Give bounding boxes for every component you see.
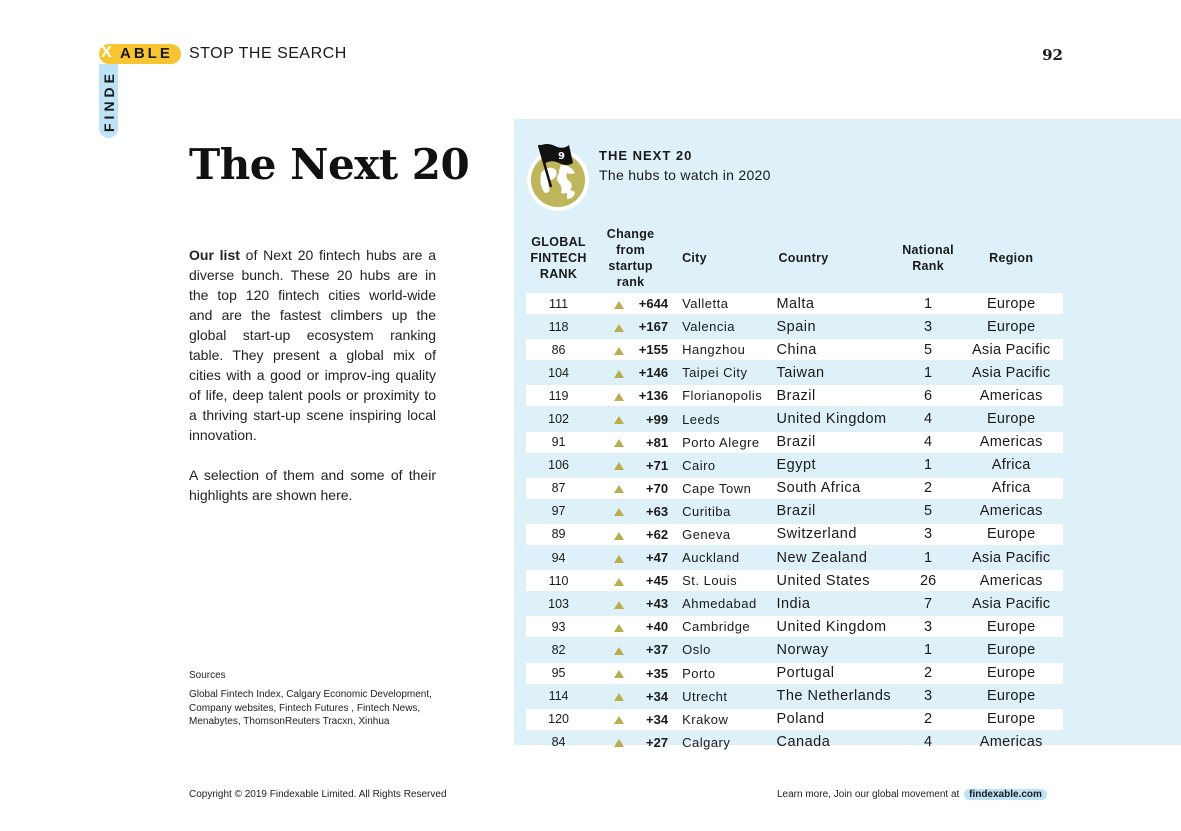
cell-global-rank: 93 — [526, 616, 591, 637]
footer-learn-more-text: Learn more, Join our global movement at — [777, 789, 960, 800]
table-row — [526, 501, 1063, 522]
cell-national-rank: 3 — [897, 616, 960, 637]
badge-number: 9 — [558, 151, 565, 162]
cell-city: Cairo — [682, 457, 716, 473]
cell-country: Canada — [776, 734, 831, 751]
cell-change: +47 — [646, 550, 669, 566]
page-title: The Next 20 — [189, 140, 470, 189]
cell-global-rank: 111 — [526, 293, 591, 314]
table-row — [526, 478, 1063, 499]
table-body — [526, 293, 1063, 753]
up-triangle-icon — [591, 639, 624, 660]
up-triangle-icon — [591, 663, 624, 684]
header-region: Region — [989, 251, 1034, 265]
cell-city: Krakow — [672, 709, 776, 730]
table-row — [526, 385, 1063, 406]
cell-change: +167 — [638, 319, 669, 335]
table-row — [526, 293, 1063, 314]
cell-region: Europe — [986, 641, 1036, 658]
cell-city: Hangzhou — [672, 339, 776, 360]
cell-global-rank: 94 — [551, 550, 566, 565]
cell-city: Leeds — [682, 411, 720, 427]
cell-country: Taiwan — [776, 364, 825, 381]
up-triangle-icon — [591, 570, 624, 591]
cell-city: Florianopolis — [672, 385, 776, 406]
logo-x-mark: X — [101, 44, 112, 61]
cell-city: Valencia — [682, 319, 735, 335]
header-national-rank: National Rank — [902, 243, 954, 273]
cell-country: Poland — [776, 709, 896, 730]
table-row — [526, 709, 1063, 730]
cell-country: South Africa — [776, 478, 896, 499]
up-triangle-icon — [591, 616, 624, 637]
cell-country: Brazil — [776, 432, 896, 453]
cell-country: Norway — [776, 641, 829, 658]
cell-change: +99 — [646, 411, 669, 427]
cell-national-rank: 5 — [897, 339, 960, 360]
cell-global-rank: 106 — [548, 458, 569, 473]
cell-national-rank: 5 — [924, 503, 933, 520]
header-city: City — [682, 251, 707, 265]
cell-global-rank: 91 — [526, 432, 591, 453]
cell-region: Africa — [959, 478, 1063, 499]
table-row — [526, 686, 1063, 707]
cell-national-rank: 3 — [924, 688, 933, 705]
cell-region: Americas — [959, 432, 1063, 453]
intro-second-paragraph: A selection of them and some of their highlights are shown here. — [189, 467, 436, 503]
cell-city: Calgary — [682, 734, 731, 750]
up-triangle-icon — [591, 686, 624, 707]
header-title: STOP THE SEARCH — [189, 45, 347, 62]
logo-able-text: ABLE — [120, 45, 173, 62]
up-triangle-icon — [591, 455, 624, 476]
cell-region: Americas — [979, 734, 1043, 751]
cell-global-rank: 87 — [526, 478, 591, 499]
cell-change: +70 — [624, 478, 672, 499]
cell-global-rank: 84 — [551, 735, 566, 750]
up-triangle-icon — [614, 301, 624, 309]
cell-region: Americas — [979, 503, 1043, 520]
cell-region: Europe — [959, 293, 1063, 314]
cell-city: Curitiba — [682, 503, 731, 519]
table-header-row — [526, 226, 1063, 291]
cell-global-rank: 119 — [526, 385, 591, 406]
up-triangle-icon — [591, 316, 624, 337]
up-triangle-icon — [614, 647, 624, 655]
cell-change: +81 — [624, 432, 672, 453]
cell-global-rank: 104 — [548, 365, 569, 380]
table-row — [526, 362, 1063, 383]
cell-city: Ahmedabad — [682, 596, 757, 612]
up-triangle-icon — [614, 578, 624, 586]
up-triangle-icon — [614, 439, 624, 447]
cell-national-rank: 3 — [924, 318, 933, 335]
cell-region: Africa — [991, 457, 1031, 474]
up-triangle-icon — [614, 347, 624, 355]
cell-region: Asia Pacific — [971, 364, 1051, 381]
next-20-table — [526, 224, 1063, 755]
cell-country: United Kingdom — [776, 411, 887, 428]
cell-region: Asia Pacific — [971, 595, 1051, 612]
up-triangle-icon — [614, 324, 624, 332]
logo-finde-text: FINDE — [101, 70, 117, 132]
cell-change: +155 — [624, 339, 672, 360]
cell-country: Spain — [776, 318, 817, 335]
cell-national-rank: 1 — [924, 364, 933, 381]
cell-region: Europe — [959, 663, 1063, 684]
up-triangle-icon — [614, 555, 624, 563]
cell-national-rank: 2 — [897, 663, 960, 684]
cell-country: New Zealand — [776, 549, 868, 566]
cell-global-rank: 82 — [551, 642, 566, 657]
cell-region: Europe — [986, 318, 1036, 335]
cell-change: +644 — [624, 293, 672, 314]
cell-region: Asia Pacific — [959, 339, 1063, 360]
intro-rest: of Next 20 fintech hubs are a diverse bunch. These 20 hubs are in the top 120 fintech cities world-wide and are the fastest climbers up the global start-up ecosystem ranking table. They present a global mix of cities with a good or improv-ing quality of life, deep talent pools or proximity to a thriving start-up scene inspiring local innovation. — [189, 247, 437, 443]
sources-text: Global Fintech Index, Calgary Economic Development, Company websites, Fintech Futures , Fintech News, Menabytes, ThomsonReuters Tracxn, Xinhua — [189, 689, 432, 727]
cell-region: Europe — [986, 688, 1036, 705]
cell-city: Taipei City — [682, 365, 748, 381]
up-triangle-icon — [591, 339, 624, 360]
cell-global-rank: 97 — [551, 504, 566, 519]
cell-city: Porto Alegre — [672, 432, 776, 453]
cell-city: Utrecht — [682, 688, 728, 704]
up-triangle-icon — [614, 670, 624, 678]
panel-title: THE NEXT 20 — [599, 148, 693, 163]
cell-national-rank: 4 — [897, 432, 960, 453]
cell-national-rank: 6 — [897, 385, 960, 406]
cell-region: Europe — [959, 616, 1063, 637]
cell-national-rank: 26 — [897, 570, 960, 591]
cell-change: +27 — [646, 734, 669, 750]
cell-national-rank: 7 — [924, 595, 933, 612]
cell-city: Valletta — [672, 293, 776, 314]
cell-change: +62 — [624, 524, 672, 545]
cell-city: St. Louis — [672, 570, 776, 591]
up-triangle-icon — [591, 432, 624, 453]
table-row — [526, 593, 1063, 614]
cell-change: +40 — [624, 616, 672, 637]
cell-country: The Netherlands — [776, 688, 892, 705]
intro-paragraph — [189, 245, 436, 445]
header-global-rank: GLOBAL FINTECH RANK — [530, 235, 587, 281]
cell-change: +34 — [624, 709, 672, 730]
up-triangle-icon — [614, 739, 624, 747]
cell-national-rank: 1 — [897, 293, 960, 314]
cell-national-rank: 1 — [924, 641, 933, 658]
up-triangle-icon — [614, 508, 624, 516]
cell-change: +34 — [646, 688, 669, 704]
intro-lead: Our list — [189, 247, 240, 263]
up-triangle-icon — [591, 501, 624, 522]
table-row — [526, 732, 1063, 753]
table-row — [526, 570, 1063, 591]
page-number: 92 — [1042, 46, 1063, 64]
cell-national-rank: 1 — [924, 549, 933, 566]
table-row — [526, 547, 1063, 568]
cell-country: Brazil — [776, 385, 896, 406]
cell-region: Americas — [959, 570, 1063, 591]
up-triangle-icon — [614, 624, 624, 632]
up-triangle-icon — [591, 385, 624, 406]
cell-change: +71 — [646, 457, 669, 473]
cell-change: +136 — [624, 385, 672, 406]
cell-global-rank: 103 — [548, 596, 569, 611]
up-triangle-icon — [591, 293, 624, 314]
up-triangle-icon — [591, 408, 624, 429]
up-triangle-icon — [591, 709, 624, 730]
cell-national-rank: 3 — [897, 524, 960, 545]
table-row — [526, 432, 1063, 453]
cell-global-rank: 86 — [526, 339, 591, 360]
up-triangle-icon — [614, 462, 624, 470]
cell-region: Asia Pacific — [971, 549, 1051, 566]
cell-national-rank: 2 — [897, 478, 960, 499]
up-triangle-icon — [591, 362, 624, 383]
cell-country: China — [776, 339, 896, 360]
cell-global-rank: 110 — [526, 570, 591, 591]
cell-city: Cambridge — [672, 616, 776, 637]
cell-change: +63 — [646, 503, 669, 519]
table-row — [526, 663, 1063, 684]
cell-country: United States — [776, 570, 896, 591]
up-triangle-icon — [591, 478, 624, 499]
globe-flag-icon — [527, 143, 591, 213]
up-triangle-icon — [614, 693, 624, 701]
cell-change: +37 — [646, 642, 669, 658]
cell-city: Geneva — [672, 524, 776, 545]
cell-country: India — [776, 595, 811, 612]
up-triangle-icon — [614, 485, 624, 493]
panel-subtitle: The hubs to watch in 2020 — [599, 167, 771, 183]
cell-region: Europe — [959, 524, 1063, 545]
footer-copyright: Copyright © 2019 Findexable Limited. All Rights Reserved — [189, 789, 447, 800]
up-triangle-icon — [614, 532, 624, 540]
cell-country: Egypt — [776, 457, 817, 474]
sources-label: Sources — [189, 670, 226, 681]
up-triangle-icon — [591, 732, 624, 753]
cell-region: Europe — [986, 411, 1036, 428]
cell-city: Porto — [672, 663, 776, 684]
cell-global-rank: 95 — [526, 663, 591, 684]
cell-region: Europe — [959, 709, 1063, 730]
cell-city: Auckland — [682, 550, 740, 566]
cell-global-rank: 89 — [526, 524, 591, 545]
cell-country: Brazil — [776, 503, 816, 520]
cell-global-rank: 114 — [548, 689, 569, 704]
findexable-link[interactable]: findexable.com — [964, 789, 1047, 800]
table-row — [526, 339, 1063, 360]
header-change: Change from startup rank — [606, 227, 655, 289]
up-triangle-icon — [591, 524, 624, 545]
cell-country: Malta — [776, 293, 896, 314]
cell-region: Americas — [959, 385, 1063, 406]
cell-national-rank: 2 — [897, 709, 960, 730]
cell-change: +45 — [624, 570, 672, 591]
cell-national-rank: 4 — [924, 734, 933, 751]
cell-national-rank: 4 — [924, 411, 933, 428]
footer-learn-more — [777, 789, 1047, 800]
cell-change: +35 — [624, 663, 672, 684]
up-triangle-icon — [614, 716, 624, 724]
cell-country: United Kingdom — [776, 616, 896, 637]
table-row — [526, 639, 1063, 660]
table-row — [526, 408, 1063, 429]
cell-global-rank: 102 — [548, 412, 569, 427]
cell-global-rank: 120 — [526, 709, 591, 730]
up-triangle-icon — [591, 593, 624, 614]
table-row — [526, 616, 1063, 637]
table-row — [526, 316, 1063, 337]
up-triangle-icon — [614, 601, 624, 609]
up-triangle-icon — [614, 416, 624, 424]
up-triangle-icon — [614, 370, 624, 378]
cell-change: +146 — [638, 365, 669, 381]
cell-global-rank: 118 — [548, 319, 569, 334]
header-country: Country — [778, 251, 829, 265]
cell-country: Portugal — [776, 663, 896, 684]
cell-city: Oslo — [682, 642, 711, 658]
cell-change: +43 — [646, 596, 669, 612]
cell-country: Switzerland — [776, 524, 896, 545]
cell-city: Cape Town — [672, 478, 776, 499]
table-row — [526, 524, 1063, 545]
table-row — [526, 455, 1063, 476]
up-triangle-icon — [614, 393, 624, 401]
cell-national-rank: 1 — [924, 457, 933, 474]
up-triangle-icon — [591, 547, 624, 568]
